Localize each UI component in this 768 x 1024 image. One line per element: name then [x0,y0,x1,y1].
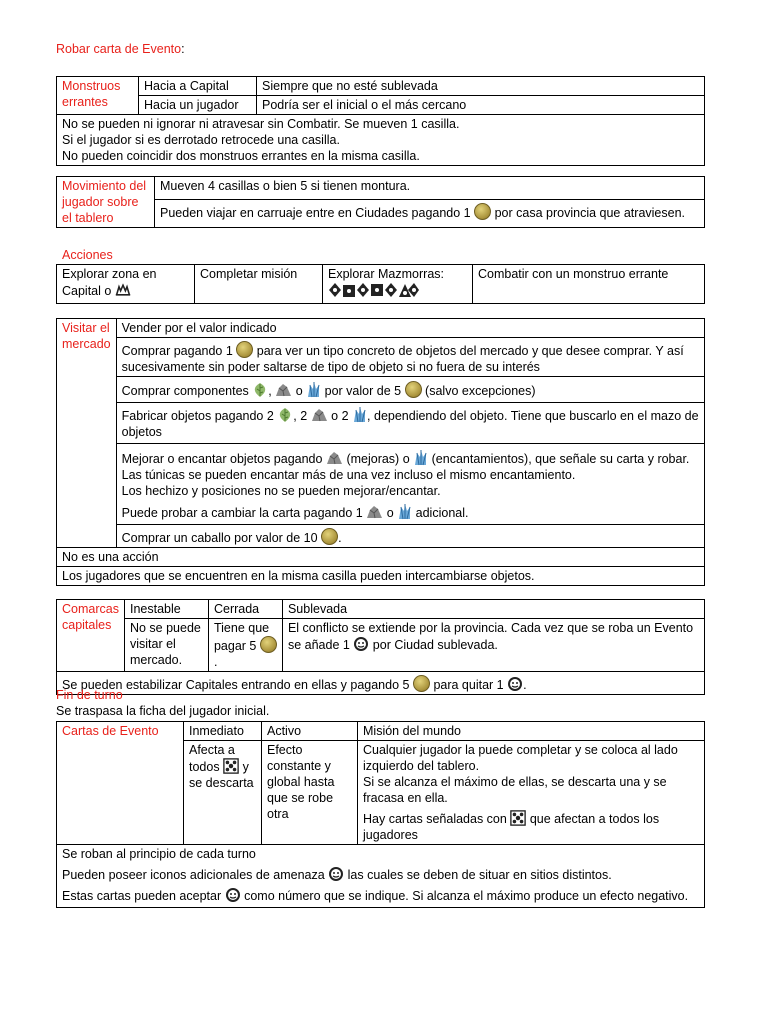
cartas-table [56,721,705,908]
mercado-foot2: Los jugadores que se encuentren en la misma casilla pueden intercambiarse objetos. [57,567,705,586]
rock-icon [311,407,328,422]
monstruos-table [56,76,705,166]
coin-icon [474,203,491,220]
comarcas-c2: Tiene que pagar 5 . [208,619,282,672]
threat-icon [507,676,523,692]
mercado-table [56,318,705,586]
monstruos-notes: No se pueden ni ignorar ni atravesar sin Combatir. Se mueven 1 casilla. Si el jugador si es derrotado retrocede una casilla. No pueden coincidir dos monstruos errantes en la misma casilla. [57,115,705,166]
accion-explorar-capital: Explorar zona en Capital o [57,265,195,304]
gem-icon [413,449,428,466]
accion-completar-mision: Completar misión [195,265,323,304]
threat-icon [353,636,369,652]
comarcas-h1: Inestable [124,600,208,619]
comarcas-c3: El conflicto se extiende por la provincia. Cada vez que se roba un Evento se añade 1 por Ciudad sublevada. [282,619,704,672]
cartas-c1: Afecta a todos y se descarta [184,741,262,845]
comarcas-foot: Se pueden estabilizar Capitales entrando en ellas y pagando 5 para quitar 1 . [57,672,705,695]
all-players-icon [223,758,239,774]
movimiento-table [56,176,705,228]
acciones-heading: Acciones [62,248,113,262]
monstruos-r2c3: Podría ser el inicial o el más cercano [257,96,705,115]
rock-icon [366,504,383,519]
dungeon-icons [328,282,420,298]
mercado-r6: Comprar un caballo por valor de 10 . [116,525,704,548]
comarcas-c1: No se puede visitar el mercado. [124,619,208,672]
coin-icon [413,675,430,692]
movimiento-label: Movimiento del jugador sobre el tablero [57,177,155,228]
cartas-h1: Inmediato [184,722,262,741]
accion-combatir: Combatir con un monstruo errante [473,265,705,304]
mercado-r1: Vender por el valor indicado [116,319,704,338]
movimiento-r2: Pueden viajar en carruaje entre en Ciudades pagando 1 por casa provincia que atraviesen. [155,199,705,227]
rock-icon [326,450,343,465]
monstruos-r1c2: Hacia a Capital [139,77,257,96]
rock-icon [275,382,292,397]
acciones-table [56,264,705,304]
monstruos-r1c3: Siempre que no esté sublevada [257,77,705,96]
capital-icon [115,282,131,298]
mercado-r5: Mejorar o encantar objetos pagando (mejoras) o (encantamientos), que señale su carta y robar. Las túnicas se pueden encantar más de una vez incluso el mismo encantamiento. Los hechizo y posiciones no se pueden mejorar/encantar. Puede probar a cambiar la carta pagando 1 o adicional. [116,444,704,525]
cartas-c2: Efecto constante y global hasta que se robe otra [262,741,358,845]
threat-icon [328,866,344,882]
gem-icon [352,406,367,423]
mercado-r2: Comprar pagando 1 para ver un tipo concreto de objetos del mercado y que desee comprar. Y así sucesivamente sin poder saltarse de tipo de objeto si no fuera de su interés [116,338,704,377]
cartas-c3: Cualquier jugador la puede completar y se coloca al lado izquierdo del tablero. Si se alcanza el máximo de ellas, se descarta una y se fracasa en ella. Hay cartas señaladas con que afectan a todos los jugadores [358,741,705,845]
coin-icon [405,381,422,398]
gem-icon [397,503,412,520]
mercado-r3: Comprar componentes , o por valor de 5 (salvo excepciones) [116,377,704,403]
coin-icon [260,636,277,653]
leaf-icon [252,382,268,398]
coin-icon [236,341,253,358]
cartas-h2: Activo [262,722,358,741]
threat-icon [225,887,241,903]
leaf-icon [277,407,293,423]
heading-robar-evento: Robar carta de Evento: [56,42,185,56]
comarcas-h2: Cerrada [208,600,282,619]
comarcas-h3: Sublevada [282,600,704,619]
comarcas-label: Comarcas capitales [57,600,125,672]
gem-icon [306,381,321,398]
mercado-r4: Fabricar objetos pagando 2 , 2 o 2 , dependiendo del objeto. Tiene que buscarlo en el mazo de objetos [116,403,704,444]
accion-explorar-mazmorras: Explorar Mazmorras: [323,265,473,304]
fin-turno-heading: Fin de turno [56,688,123,702]
monstruos-label: Monstruos errantes [57,77,139,115]
movimiento-r1: Mueven 4 casillas o bien 5 si tienen montura. [155,177,705,200]
mercado-foot1: No es una acción [57,548,705,567]
cartas-h3: Misión del mundo [358,722,705,741]
cartas-label: Cartas de Evento [57,722,184,845]
monstruos-r2c2: Hacia un jugador [139,96,257,115]
cartas-footer: Se roban al principio de cada turno Pueden poseer iconos adicionales de amenaza las cuales se deben de situar en sitios distintos. Estas cartas pueden aceptar como número que se indique. Si alcanza el máximo produce un efecto negativo. [57,845,705,908]
comarcas-table [56,599,705,695]
all-players-icon [510,810,526,826]
mercado-label: Visitar el mercado [57,319,117,548]
fin-turno-text: Se traspasa la ficha del jugador inicial. [56,704,270,718]
coin-icon [321,528,338,545]
